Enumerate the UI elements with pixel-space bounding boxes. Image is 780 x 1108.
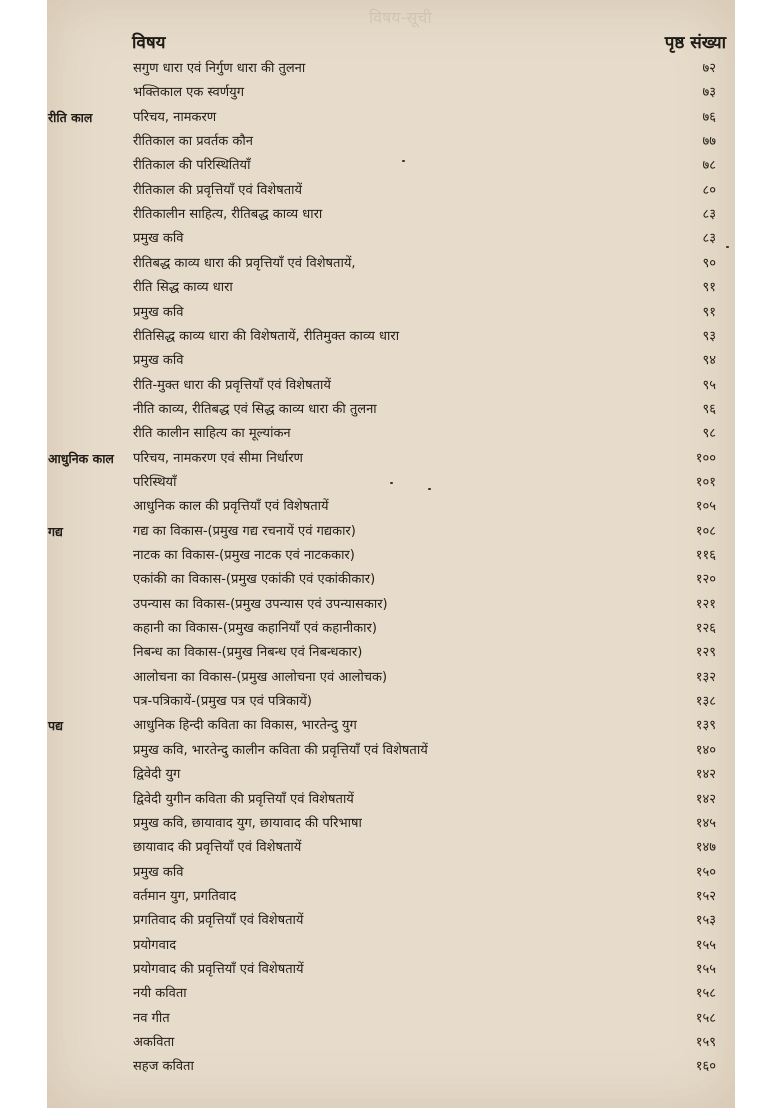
toc-entry-title: प्रमुख कवि (133, 304, 184, 320)
toc-entry-page: १०५ (695, 499, 716, 515)
toc-row (0, 666, 780, 690)
toc-row (0, 495, 780, 519)
toc-entry-page: १४२ (695, 791, 716, 807)
toc-entry-page: ९१ (702, 304, 716, 320)
toc-entry-page: १२९ (695, 645, 716, 661)
toc-row (0, 106, 780, 130)
toc-entry-title: प्रयोगवाद की प्रवृत्तियाँ एवं विशेषतायें (133, 961, 304, 977)
toc-entry-title: नीति काव्य, रीतिबद्ध एवं सिद्ध काव्य धारा की तुलना (133, 401, 377, 417)
toc-entry-title: सगुण धारा एवं निर्गुण धारा की तुलना (133, 61, 306, 76)
toc-entry-page: १०० (695, 450, 716, 466)
toc-row (0, 1031, 780, 1055)
toc-entry-page: ७७ (702, 134, 716, 150)
toc-entry-page: १३८ (695, 694, 716, 710)
toc-entry-title: रीतिकाल का प्रवर्तक कौन (133, 134, 253, 150)
toc-entry-page: ९४ (702, 353, 716, 369)
toc-row (0, 179, 780, 203)
toc-row (0, 641, 780, 665)
toc-row (0, 593, 780, 617)
toc-row (0, 1055, 780, 1079)
section-label: गद्य (48, 523, 63, 539)
toc-entry-page: १४७ (695, 840, 716, 856)
toc-entry-title: पत्र-पत्रिकायें-(प्रमुख पत्र एवं पत्रिकायें) (133, 694, 312, 710)
toc-entry-title: रीति-मुक्त धारा की प्रवृत्तियाँ एवं विशेषतायें (133, 377, 331, 393)
toc-row (0, 374, 780, 398)
page-number-column-header: पृष्ठ संख्या (664, 33, 726, 53)
toc-row (0, 617, 780, 641)
toc-entry-page: १२१ (695, 596, 716, 612)
toc-entry-title: रीतिबद्ध काव्य धारा की प्रवृत्तियाँ एवं विशेषतायें, (133, 255, 356, 271)
toc-entry-title: प्रमुख कवि (133, 864, 184, 880)
toc-row (0, 252, 780, 276)
toc-entry-title: आधुनिक हिन्दी कविता का विकास, भारतेन्दु युग (133, 718, 357, 734)
toc-entry-title: कहानी का विकास-(प्रमुख कहानियाँ एवं कहानीकार) (133, 621, 377, 637)
toc-entry-title: निबन्ध का विकास-(प्रमुख निबन्ध एवं निबन्धकार) (133, 645, 363, 661)
toc-entry-page: १५५ (695, 937, 716, 953)
toc-entry-title: नाटक का विकास-(प्रमुख नाटक एवं नाटककार) (133, 548, 355, 563)
toc-entry-page: ९३ (702, 328, 716, 344)
toc-entry-page: १५२ (695, 888, 716, 904)
toc-entry-title: छायावाद की प्रवृत्तियाँ एवं विशेषतायें (133, 840, 302, 856)
toc-entry-page: ८३ (702, 231, 716, 247)
toc-row (0, 909, 780, 933)
faded-page-heading: विषय-सूची (369, 8, 432, 27)
toc-entry-title: भक्तिकाल एक स्वर्णयुग (133, 85, 245, 101)
toc-entry-page: १५८ (695, 1010, 716, 1026)
toc-entry-title: अकविता (133, 1035, 175, 1050)
toc-row (0, 447, 780, 471)
toc-entry-title: परिस्थियाँ (133, 474, 177, 490)
toc-entry-title: प्रयोगवाद (133, 937, 177, 953)
print-speck (402, 160, 405, 162)
print-speck (726, 246, 729, 248)
toc-row (0, 1007, 780, 1031)
toc-entry-page: ७६ (702, 109, 716, 125)
toc-row (0, 714, 780, 738)
toc-entry-page: १५५ (695, 961, 716, 977)
toc-row (0, 763, 780, 787)
toc-entry-page: १५९ (695, 1035, 716, 1050)
toc-entry-title: उपन्यास का विकास-(प्रमुख उपन्यास एवं उपन्यासकार) (133, 596, 388, 612)
toc-entry-title: सहज कविता (133, 1059, 194, 1075)
toc-entry-title: एकांकी का विकास-(प्रमुख एकांकी एवं एकांकीकार) (133, 572, 376, 588)
toc-row (0, 982, 780, 1006)
toc-row (0, 958, 780, 982)
toc-entry-page: ९८ (702, 426, 716, 442)
toc-entry-title: परिचय, नामकरण (133, 109, 217, 125)
toc-row (0, 130, 780, 154)
toc-entry-title: प्रमुख कवि, भारतेन्दु कालीन कविता की प्रवृत्तियाँ एवं विशेषतायें (133, 742, 428, 758)
toc-entry-page: ९० (702, 255, 716, 271)
toc-entry-title: द्विवेदी युगीन कविता की प्रवृत्तियाँ एवं विशेषतायें (133, 791, 354, 807)
toc-row (0, 203, 780, 227)
toc-entry-page: १५० (695, 864, 716, 880)
print-speck (390, 482, 393, 484)
toc-entry-title: प्रमुख कवि (133, 353, 184, 369)
toc-row (0, 57, 780, 81)
toc-entry-page: १२० (695, 572, 716, 588)
toc-row (0, 325, 780, 349)
toc-row (0, 934, 780, 958)
toc-row (0, 544, 780, 568)
toc-row (0, 788, 780, 812)
toc-entry-page: १४५ (695, 815, 716, 831)
toc-entry-title: वर्तमान युग, प्रगतिवाद (133, 888, 237, 904)
toc-row (0, 301, 780, 325)
toc-entry-title: द्विवेदी युग (133, 767, 181, 783)
toc-entry-title: रीति कालीन साहित्य का मूल्यांकन (133, 426, 291, 442)
toc-entry-page: १४२ (695, 767, 716, 783)
toc-entry-title: रीतिसिद्ध काव्य धारा की विशेषतायें, रीतिमुक्त काव्य धारा (133, 328, 400, 344)
toc-entry-page: ७३ (702, 85, 716, 101)
toc-entry-title: आलोचना का विकास-(प्रमुख आलोचना एवं आलोचक) (133, 669, 388, 685)
section-label: रीति काल (48, 109, 93, 125)
toc-row (0, 861, 780, 885)
toc-entry-page: ११६ (695, 548, 716, 563)
section-label: पद्य (48, 718, 63, 734)
toc-entry-title: प्रगतिवाद की प्रवृत्तियाँ एवं विशेषतायें (133, 913, 304, 929)
toc-entry-page: १३२ (695, 669, 716, 685)
toc-row (0, 739, 780, 763)
toc-row (0, 227, 780, 251)
toc-entry-page: ८० (702, 182, 716, 198)
subject-column-header: विषय (132, 33, 166, 53)
toc-entry-page: ७८ (702, 158, 716, 174)
toc-entry-title: परिचय, नामकरण एवं सीमा निर्धारण (133, 450, 303, 466)
toc-entry-title: गद्य का विकास-(प्रमुख गद्य रचनायें एवं गद्यकार) (133, 523, 356, 539)
toc-entry-page: १५३ (695, 913, 716, 929)
print-speck (428, 488, 431, 490)
toc-row (0, 568, 780, 592)
section-label: आधुनिक काल (48, 450, 114, 466)
toc-entry-page: ९६ (702, 401, 716, 417)
toc-entry-title: रीतिकाल की परिस्थितियाँ (133, 158, 251, 174)
toc-entry-page: १०८ (695, 523, 716, 539)
toc-row (0, 154, 780, 178)
toc-row (0, 520, 780, 544)
toc-row (0, 81, 780, 105)
toc-entry-title: आधुनिक काल की प्रवृत्तियाँ एवं विशेषतायें (133, 499, 329, 515)
toc-entry-title: रीतिकाल की प्रवृत्तियाँ एवं विशेषतायें (133, 182, 303, 198)
toc-entry-page: १५८ (695, 986, 716, 1002)
toc-entry-title: प्रमुख कवि, छायावाद युग, छायावाद की परिभाषा (133, 815, 362, 831)
toc-row (0, 398, 780, 422)
toc-entry-page: १६० (695, 1059, 716, 1075)
toc-entry-page: ९५ (702, 377, 716, 393)
toc-row (0, 690, 780, 714)
toc-entry-title: नयी कविता (133, 986, 187, 1002)
toc-entry-title: प्रमुख कवि (133, 231, 184, 247)
toc-entry-page: १२६ (695, 621, 716, 637)
toc-entry-page: १४० (695, 742, 716, 758)
toc-entry-page: ८३ (702, 207, 716, 223)
toc-entry-page: ९१ (702, 280, 716, 296)
toc-entry-page: १३९ (695, 718, 716, 734)
toc-row (0, 836, 780, 860)
toc-entry-title: रीति सिद्ध काव्य धारा (133, 280, 233, 296)
toc-row (0, 276, 780, 300)
toc-row (0, 349, 780, 373)
toc-row (0, 422, 780, 446)
toc-entry-title: रीतिकालीन साहित्य, रीतिबद्ध काव्य धारा (133, 207, 323, 223)
toc-row (0, 812, 780, 836)
toc-entry-page: १०१ (695, 474, 716, 490)
toc-entry-page: ७२ (702, 61, 716, 76)
toc-entry-title: नव गीत (133, 1010, 170, 1026)
toc-row (0, 885, 780, 909)
